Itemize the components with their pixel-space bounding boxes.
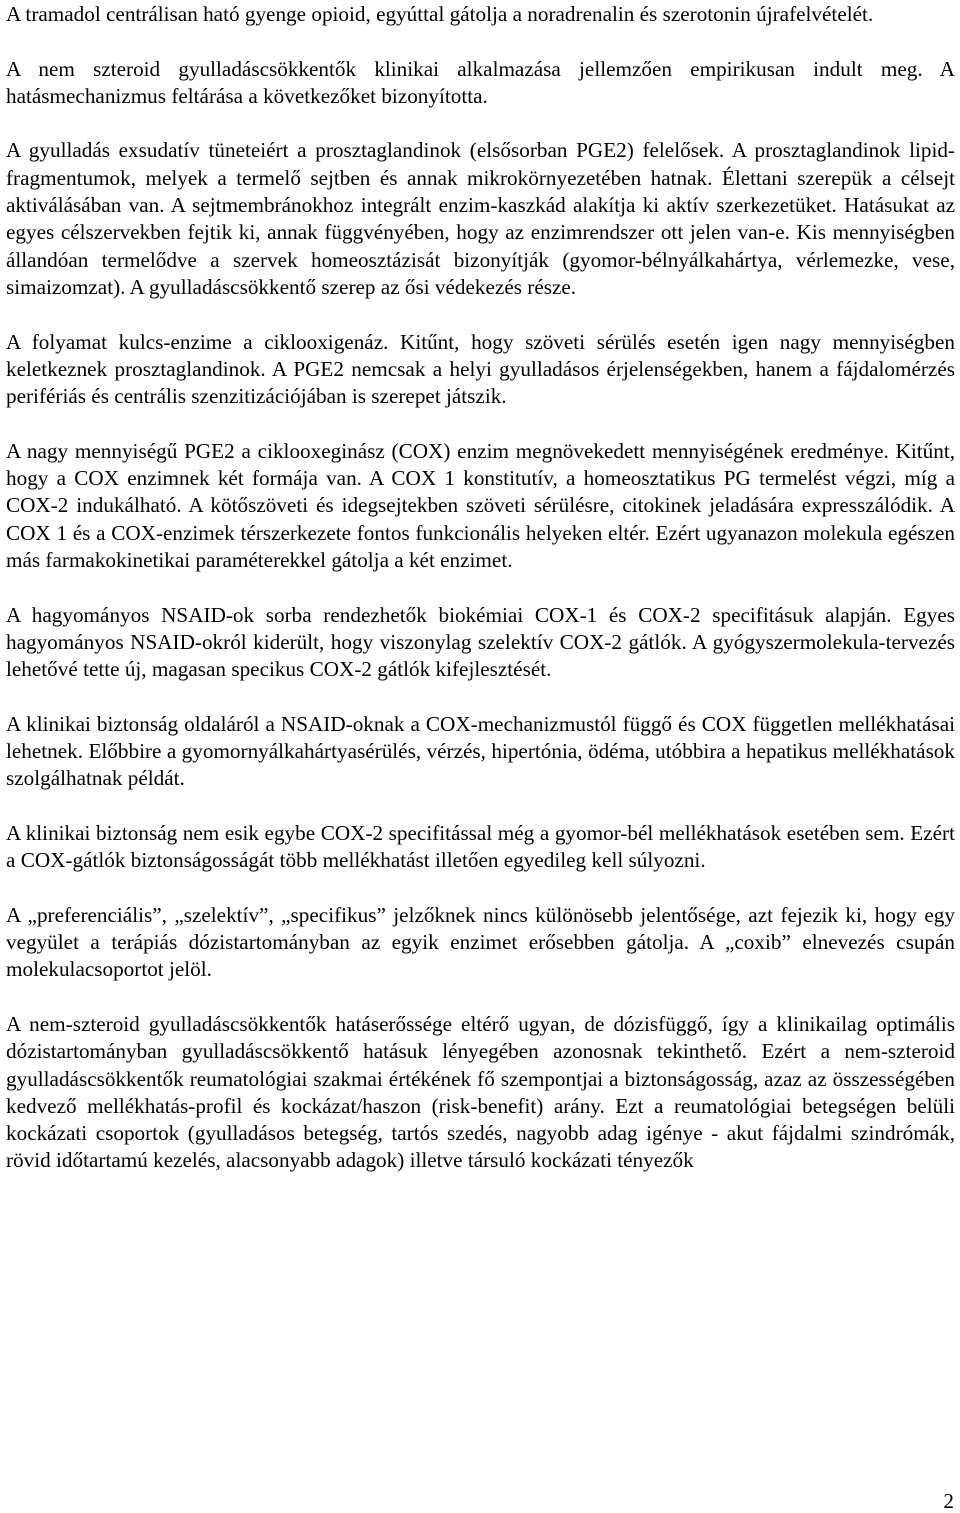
paragraph-cox-forms: A nagy mennyiségű PGE2 a ciklooxeginász (COX) enzim megnövekedett mennyiségének eredménye. Kitűnt, hogy a COX enzimnek két formája van. A COX 1 konstitutív, a homeosztatikus PG termelést végzi, míg a COX-2 indukálható. A kötőszöveti és idegsejtekben szöveti sérülésre, citokinek jeladására expresszálódik. A COX 1 és a COX-enzimek térszerkezete fontos funkcionális helyeken eltér. Ezért ugyanazon molekula egészen más farmakokinetikai paraméterekkel gátolja a két enzimet. (6, 438, 955, 572)
paragraph-dose-efficacy: A nem-szteroid gyulladáscsökkentők hatáserőssége eltérő ugyan, de dózisfüggő, így a klinikailag optimális dózistartományban gyulladáscsökkentő hatásuk lényegében azonosnak tekinthető. Ezért a nem-szteroid gyulladáscsökkentők reumatológiai szakmai értékének fő szempontjai a biztonságosság, azaz az összességében kedvező mellékhatás-profil és kockázat/haszon (risk-benefit) arány. Ezt a reumatológiai betegségen belüli kockázati csoportok (gyulladásos betegség, tartós szedés, nagyobb adag igénye - akut fájdalmi szindrómák, rövid időtartamú kezelés, alacsonyabb adagok) illetve társuló kockázati tényezők (6, 1011, 955, 1173)
paragraph-nsaid-specificity: A hagyományos NSAID-ok sorba rendezhetők biokémiai COX-1 és COX-2 specifitásuk alapján. Egyes hagyományos NSAID-okról kiderült, hogy viszonylag szelektív COX-2 gátlók. A gyógyszermolekula-tervezés lehetővé tette új, magasan specikus COX-2 gátlók kifejlesztését. (6, 602, 955, 682)
paragraph-cyclooxygenase: A folyamat kulcs-enzime a ciklooxigenáz. Kitűnt, hogy szöveti sérülés esetén igen nagy mennyiségben keletkeznek prosztaglandinok. A PGE2 nemcsak a helyi gyulladásos érjelenségekben, hanem a fájdalomérzés perifériás és centrális szenzitizációjában is szerepet játszik. (6, 329, 955, 409)
paragraph-clinical-safety: A klinikai biztonság oldaláról a NSAID-oknak a COX-mechanizmustól függő és COX független mellékhatásai lehetnek. Előbbire a gyomornyálkahártyasérülés, vérzés, hipertónia, ödéma, utóbbira a hepatikus mellékhatások szolgálhatnak példát. (6, 711, 955, 791)
paragraph-prostaglandins: A gyulladás exsudatív tüneteiért a prosztaglandinok (elsősorban PGE2) felelősek. A prosztaglandinok lipid-fragmentumok, melyek a termelő sejtben és annak mikrokörnyezetében hatnak. Élettani szerepük a célsejt aktiválásában van. A sejtmembránokhoz integrált enzim-kaszkád alakítja ki aktív szerkezetüket. Hatásukat az egyes célszervekben fejtik ki, annak függvényében, hogy az enzimrendszer ott jelen van-e. Kis mennyiségben állandóan termelődve a szervek homeosztázisát bizonyítják (gyomor-bélnyálkahártya, vérlemezke, vese, simaizomzat). A gyulladáscsökkentő szerep az ősi védekezés része. (6, 138, 955, 299)
document-page (6, 0, 955, 1175)
paragraph-terminology: A „preferenciális”, „szelektív”, „specifikus” jelzőknek nincs különösebb jelentősége, azt fejezik ki, hogy egy vegyület a terápiás dózistartományban az egyik enzimet erősebben gátolja. A „coxib” elnevezés csupán molekulacsoportot jelöl. (6, 902, 955, 982)
paragraph-nsaid-intro: A nem szteroid gyulladáscsökkentők klinikai alkalmazása jellemzően empirikusan indult meg. A hatásmechanizmus feltárása a következőket bizonyította. (6, 56, 955, 108)
page-number: 2 (943, 1489, 954, 1513)
paragraph-tramadol: A tramadol centrálisan ható gyenge opioid, egyúttal gátolja a noradrenalin és szerotonin újrafelvételét. (6, 2, 874, 26)
paragraph-gi-side-effects: A klinikai biztonság nem esik egybe COX-2 specifitással még a gyomor-bél mellékhatások esetében sem. Ezért a COX-gátlók biztonságosságát több mellékhatást illetően egyedileg kell súlyozni. (6, 820, 955, 873)
